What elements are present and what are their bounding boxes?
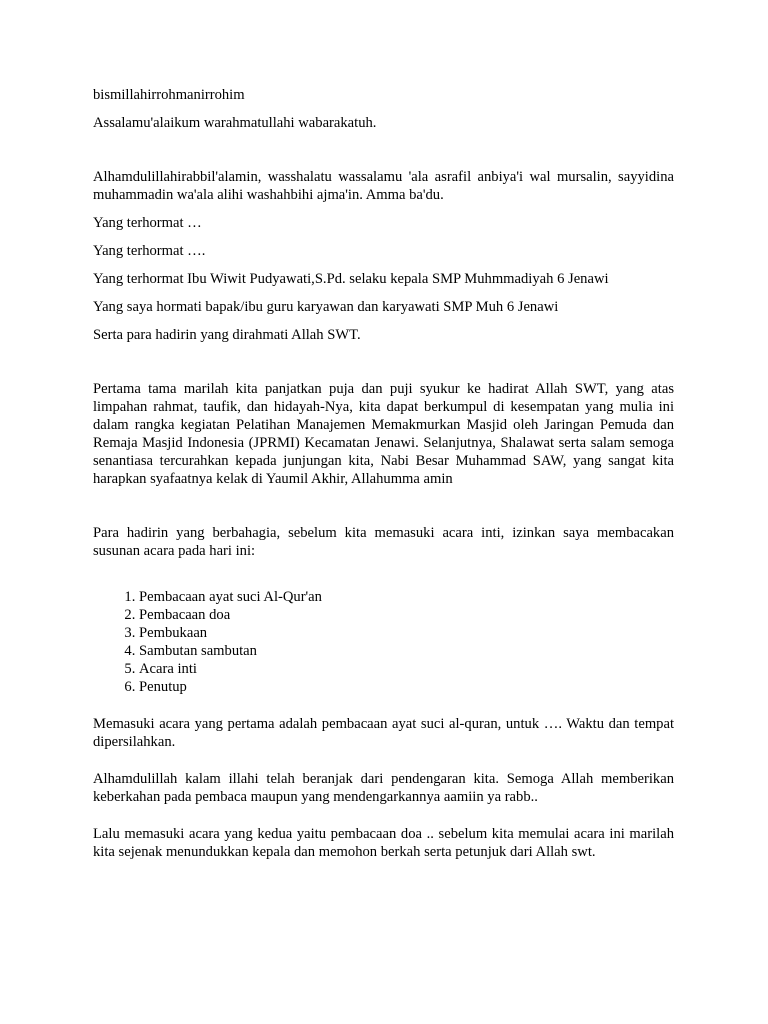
greeting-line-4: Yang saya hormati bapak/ibu guru karyawan dan karyawati SMP Muh 6 Jenawi [93,299,559,315]
agenda-list [93,588,674,696]
agenda-item: 4. Sambutan sambutan [139,642,674,660]
greeting-line-2: Yang terhormat …. [93,243,206,259]
closing-paragraph-3: Lalu memasuki acara yang kedua yaitu pembacaan doa .. sebelum kita memulai acara ini marilah kita sejenak menundukkan kepala dan memohon berkah serta petunjuk dari Allah swt. [93,826,674,860]
closing-paragraph-1: Memasuki acara yang pertama adalah pembacaan ayat suci al-quran, untuk …. Waktu dan tempat dipersilahkan. [93,716,674,750]
agenda-item: 6. Penutup [139,678,674,696]
greeting-line-5: Serta para hadirin yang dirahmati Allah SWT. [93,327,361,343]
document-page [93,86,674,861]
agenda-item: 3. Pembukaan [139,624,674,642]
hamdalah-paragraph: Alhamdulillahirabbil'alamin, wasshalatu wassalamu 'ala asrafil anbiya'i wal mursalin, sayyidina muhammadin wa'ala alihi washahbihi ajma'in. Amma ba'du. [93,169,674,203]
intro-paragraph: Pertama tama marilah kita panjatkan puja dan puji syukur ke hadirat Allah SWT, yang atas limpahan rahmat, taufik, dan hidayah-Nya, kita dapat berkumpul di kesempatan yang mulia ini dalam rangka kegiatan Pelatihan Manajemen Memakmurkan Masjid oleh Jaringan Pemuda dan Remaja Masjid Indonesia (JPRMI) Kecamatan Jenawi. Selanjutnya, Shalawat serta salam semoga senantiasa tercurahkan kepada junjungan kita, Nabi Besar Muhammad SAW, yang sangat kita harapkan syafaatnya kelak di Yaumil Akhir, Allahumma amin [93,381,674,487]
agenda-item: 1. Pembacaan ayat suci Al-Qur'an [139,588,674,606]
greeting-line-3: Yang terhormat Ibu Wiwit Pudyawati,S.Pd. selaku kepala SMP Muhmmadiyah 6 Jenawi [93,271,609,287]
agenda-item: 2. Pembacaan doa [139,606,674,624]
opening-line: bismillahirrohmanirrohim [93,87,245,103]
salam-line: Assalamu'alaikum warahmatullahi wabarakatuh. [93,115,377,131]
agenda-item: 5. Acara inti [139,660,674,678]
closing-paragraph-2: Alhamdulillah kalam illahi telah beranjak dari pendengaran kita. Semoga Allah memberikan keberkahan pada pembaca maupun yang mendengarkannya aamiin ya rabb.. [93,771,674,805]
greeting-line-1: Yang terhormat … [93,215,202,231]
agenda-intro-paragraph: Para hadirin yang berbahagia, sebelum kita memasuki acara inti, izinkan saya membacakan susunan acara pada hari ini: [93,525,674,559]
